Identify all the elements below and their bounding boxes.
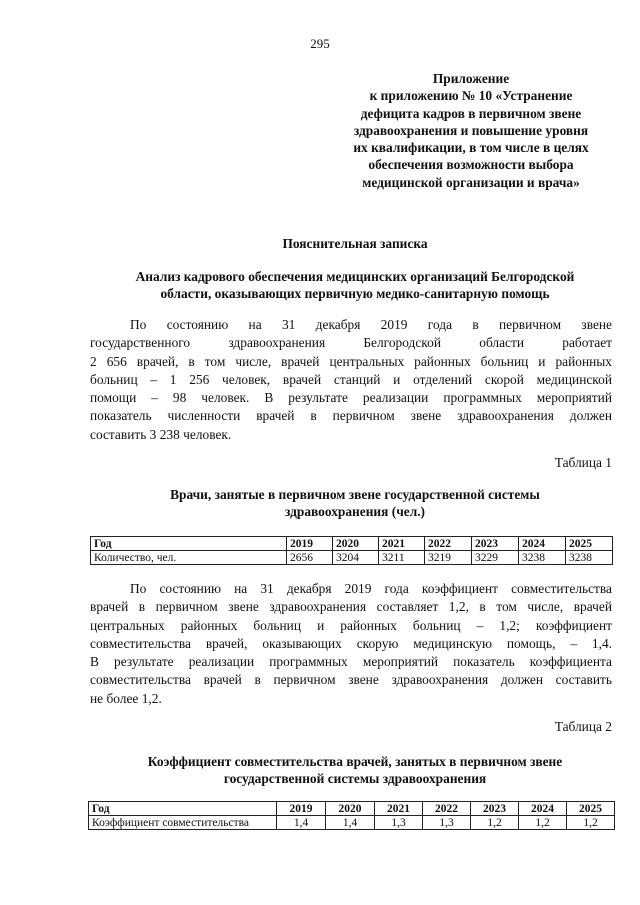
appendix-line: здравоохранения и повышение уровня	[353, 122, 589, 138]
paragraph-line: совместительства врачей в первичном звене здравоохранения должен составить	[90, 672, 612, 688]
section-title-line: Анализ кадрового обеспечения медицинских организаций Белгородской	[135, 269, 575, 284]
table1-cell: Количество, чел.	[91, 551, 287, 565]
table1-cell: 3211	[379, 551, 425, 565]
table2-cell: 1,4	[277, 816, 326, 830]
table2-title-line: Коэффициент совместительства врачей, занятых в первичном звене	[147, 754, 563, 769]
table1	[90, 536, 613, 565]
table2-cell: 1,3	[375, 816, 423, 830]
table2-header-cell: 2024	[519, 802, 567, 816]
table1-cell: 3238	[519, 551, 566, 565]
table2-title	[90, 753, 620, 787]
table-row	[89, 816, 615, 830]
paragraph-line: показатель численности врачей в первичном звене здравоохранения должен	[90, 408, 612, 424]
table1-header-row	[91, 537, 613, 551]
table2-cell: 1,2	[519, 816, 567, 830]
paragraph-line: государственного здравоохранения Белгородской области работает	[90, 335, 612, 351]
table1-title-line: здравоохранения (чел.)	[284, 504, 426, 519]
paragraph-line: В результате реализации программных мероприятий показатель коэффициента	[90, 654, 612, 670]
paragraph-line: совместительства врачей, оказывающих скорую медицинскую помощь, – 1,4.	[90, 635, 612, 651]
table1-header-cell: 2021	[379, 537, 425, 551]
table1-header-cell: 2020	[333, 537, 379, 551]
table2-label: Таблица 2	[554, 719, 612, 734]
table1-title	[90, 486, 620, 520]
paragraph-line: больниц – 1 256 человек, врачей станций и отделений скорой медицинской	[90, 371, 612, 387]
paragraph-line: 2 656 врачей, в том числе, врачей центральных районных больниц и районных	[90, 353, 612, 369]
table1-cell: 3219	[425, 551, 472, 565]
paragraph-line: По состоянию на 31 декабря 2019 года коэффициент совместительства	[130, 581, 612, 596]
table-row	[91, 551, 613, 565]
table2-header-cell: 2020	[326, 802, 375, 816]
table2-title-line: государственной системы здравоохранения	[223, 771, 487, 786]
table1-label: Таблица 1	[554, 455, 612, 470]
section-title-line: области, оказывающих первичную медико-санитарную помощь	[160, 286, 550, 301]
table1-header-cell: 2024	[519, 537, 566, 551]
table2-header-cell: 2023	[471, 802, 519, 816]
table1-header-cell: 2023	[472, 537, 519, 551]
table2	[88, 801, 615, 830]
page-number: 295	[310, 36, 330, 51]
table1-header-cell: 2019	[287, 537, 333, 551]
table2-header-cell: Год	[89, 802, 277, 816]
table2-cell: 1,2	[471, 816, 519, 830]
table2-cell: Коэффициент совместительства	[89, 816, 277, 830]
appendix-line: к приложению № 10 «Устранение	[369, 88, 573, 104]
table2-cell: 1,3	[423, 816, 471, 830]
paragraph-line: не более 1,2.	[90, 690, 162, 706]
appendix-line: медицинской организации и врача»	[362, 174, 580, 190]
appendix-line: обеспечения возможности выбора	[368, 157, 574, 173]
table2-header-cell: 2022	[423, 802, 471, 816]
table2-header-cell: 2021	[375, 802, 423, 816]
appendix-header	[330, 70, 612, 191]
paragraph-line: центральных районных больниц и районных больниц – 1,2; коэффициент	[90, 617, 612, 633]
note-title-text: Пояснительная записка	[282, 236, 428, 251]
table2-header-cell: 2025	[567, 802, 615, 816]
table1-cell: 3229	[472, 551, 519, 565]
table1-cell: 2656	[287, 551, 333, 565]
paragraph-line: составить 3 238 человек.	[90, 426, 232, 442]
table1-title-line: Врачи, занятые в первичном звене государственной системы	[170, 487, 540, 502]
appendix-line: их квалификации, в том числе в целях	[353, 140, 589, 156]
table2-header-cell: 2019	[277, 802, 326, 816]
appendix-line: Приложение	[432, 71, 510, 86]
paragraph-line: врачей в первичном звене здравоохранения составляет 1,2, в том числе, врачей	[90, 599, 612, 615]
paragraph-1	[90, 316, 612, 444]
table1-header-cell: Год	[91, 537, 287, 551]
table1-header-cell: 2022	[425, 537, 472, 551]
table1-header-cell: 2025	[566, 537, 613, 551]
paragraph-line: По состоянию на 31 декабря 2019 года в первичном звене	[130, 317, 612, 332]
table2-cell: 1,4	[326, 816, 375, 830]
section-title	[90, 268, 620, 302]
paragraph-line: помощи – 98 человек. В результате реализации программных мероприятий	[90, 390, 612, 406]
table1-cell: 3238	[566, 551, 613, 565]
table2-cell: 1,2	[567, 816, 615, 830]
table2-header-row	[89, 802, 615, 816]
note-title	[90, 235, 620, 252]
table1-cell: 3204	[333, 551, 379, 565]
paragraph-2	[90, 580, 612, 708]
appendix-line: дефицита кадров в первичном звене	[360, 105, 582, 121]
